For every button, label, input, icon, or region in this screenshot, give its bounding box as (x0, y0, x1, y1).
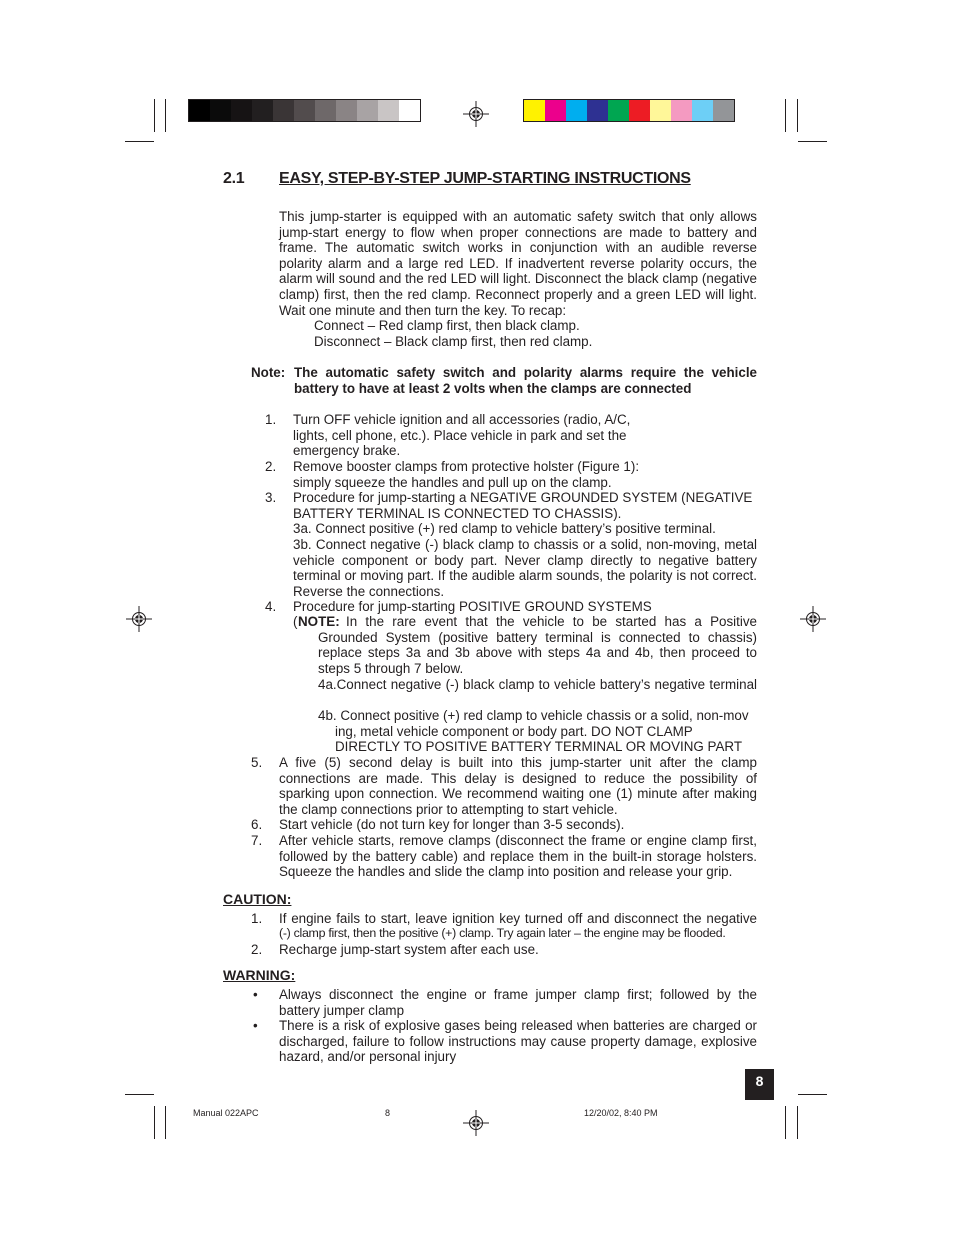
warning-item: There is a risk of explosive gases being released when batteries are charged or discharged, failure to follow instructions may cause property damage, explosive hazard, and/or personal injury (279, 1018, 757, 1065)
color-swatch (189, 100, 210, 121)
color-swatch (671, 100, 692, 121)
step-number: 5. (251, 755, 263, 770)
caution-number: 2. (251, 942, 263, 957)
substep-4a: 4a.Connect negative (-) black clamp to vehicle battery’s negative terminal (318, 677, 757, 692)
step-text: Remove booster clamps from protective holster (Figure 1): simply squeeze the handles and pull up on the clamp. (293, 459, 640, 490)
slug-filename: Manual 022APC (193, 1108, 259, 1118)
step-number: 7. (251, 833, 263, 848)
color-swatch (378, 100, 399, 121)
caution-number: 1. (251, 911, 263, 926)
registration-mark-icon (463, 101, 489, 127)
recap-connect: Connect – Red clamp first, then black clamp. (314, 318, 580, 333)
step-number: 1. (265, 412, 277, 427)
registration-mark-icon (463, 1110, 489, 1136)
color-swatch (357, 100, 378, 121)
step-number: 3. (265, 490, 277, 505)
color-swatch (650, 100, 671, 121)
recap-disconnect: Disconnect – Black clamp first, then red clamp. (314, 334, 593, 349)
note-label: Note: (251, 365, 286, 380)
step4-note-open-paren: ( (293, 614, 298, 629)
caution-line: Recharge jump-start system after each use. (279, 942, 539, 957)
color-swatch (629, 100, 650, 121)
step-number: 6. (251, 817, 263, 832)
color-swatch (399, 100, 420, 121)
color-swatch (692, 100, 713, 121)
section-number: 2.1 (223, 170, 245, 187)
note-text: The automatic safety switch and polarity alarms require the vehicle battery to have at least 2 volts when the clamps are connected (294, 365, 757, 396)
substep-4b: 4b. Connect positive (+) red clamp to vehicle chassis or a solid, non-mov ing, metal vehicle component or body part. DO NOT CLAMP DIRECTLY TO POSITIVE BATTERY TERMINAL OR MOVING PART (318, 708, 749, 755)
caution-line: If engine fails to start, leave ignition key turned off and disconnect the negative (279, 911, 757, 926)
color-swatch (273, 100, 294, 121)
warning-heading: WARNING: (223, 967, 296, 983)
color-swatch (587, 100, 608, 121)
step-text: Start vehicle (do not turn key for longer than 3-5 seconds). (279, 817, 625, 832)
color-swatch (545, 100, 566, 121)
process-color-bar (523, 99, 735, 122)
section-title: EASY, STEP-BY-STEP JUMP-STARTING INSTRUCTIONS (279, 170, 691, 187)
color-swatch (608, 100, 629, 121)
warning-item: Always disconnect the engine or frame jumper clamp first; followed by the battery jumper clamp (279, 987, 757, 1018)
bullet: • (253, 1018, 258, 1033)
grayscale-color-bar (188, 99, 421, 122)
step-number: 4. (265, 599, 277, 614)
substep-3a: 3a. Connect positive (+) red clamp to vehicle battery’s positive terminal. (293, 521, 716, 536)
slug-date: 12/20/02, 8:40 PM (584, 1108, 658, 1118)
registration-mark-icon (800, 606, 826, 632)
bullet: • (253, 987, 258, 1002)
step-text: Procedure for jump-starting POSITIVE GROUND SYSTEMS (293, 599, 652, 614)
color-swatch (315, 100, 336, 121)
step-text: A five (5) second delay is built into this jump-starter unit after the clamp connections are made. This delay is designed to reduce the possibility of sparking upon connection. We recommend waiting one (1) minute after making the clamp connections prior to attempting to start vehicle. (279, 755, 757, 817)
color-swatch (294, 100, 315, 121)
step-text: Turn OFF vehicle ignition and all accessories (radio, A/C, lights, cell phone, etc.). Place vehicle in park and set the emergency brake. (293, 412, 631, 459)
step4-note-label: NOTE: (298, 614, 340, 629)
caution-heading: CAUTION: (223, 891, 292, 907)
color-swatch (210, 100, 231, 121)
intro-paragraph: This jump-starter is equipped with an automatic safety switch that only allows jump-start energy to flow when proper connections are made to battery and frame. The automatic switch works in conjunction with an audible reverse polarity alarm and a large red LED. If inadvertent reverse polarity occurs, the alarm will sound and the red LED will light. Disconnect the black clamp (negative clamp) first, then the red clamp. Reconnect properly and a green LED will light. Wait one minute and then turn the key. To recap: (279, 209, 757, 318)
step-text: Procedure for jump-starting a NEGATIVE GROUNDED SYSTEM (NEGATIVE BATTERY TERMINAL IS CONNECTED TO CHASSIS). (293, 490, 753, 521)
page-number: 8 (745, 1069, 774, 1100)
caution-line: (-) clamp first, then the positive (+) clamp. Try again later – the engine may be flooded. (279, 926, 726, 940)
color-swatch (231, 100, 252, 121)
color-swatch (336, 100, 357, 121)
color-swatch (524, 100, 545, 121)
registration-mark-icon (126, 606, 152, 632)
step4-note-text: In the rare event that the vehicle to be started has a Positive Grounded System (positive battery terminal is connected to chassis) replace steps 3a and 3b above with steps 4a and 4b, then proceed to steps 5 through 7 below. (318, 614, 757, 676)
slug-page: 8 (385, 1108, 391, 1118)
step-text: After vehicle starts, remove clamps (disconnect the frame or engine clamp first, followed by the battery cable) and replace them in the built-in storage holsters. Squeeze the handles and slide the clamp into position and release your grip. (279, 833, 757, 880)
color-swatch (566, 100, 587, 121)
color-swatch (713, 100, 734, 121)
step-number: 2. (265, 459, 277, 474)
substep-3b: 3b. Connect negative (-) black clamp to chassis or a solid, non-moving, metal vehicle component or body part. Never clamp directly to negative battery terminal or moving part. If the audible alarm sounds, the polarity is not correct. Reverse the connections. (293, 537, 757, 599)
color-swatch (252, 100, 273, 121)
